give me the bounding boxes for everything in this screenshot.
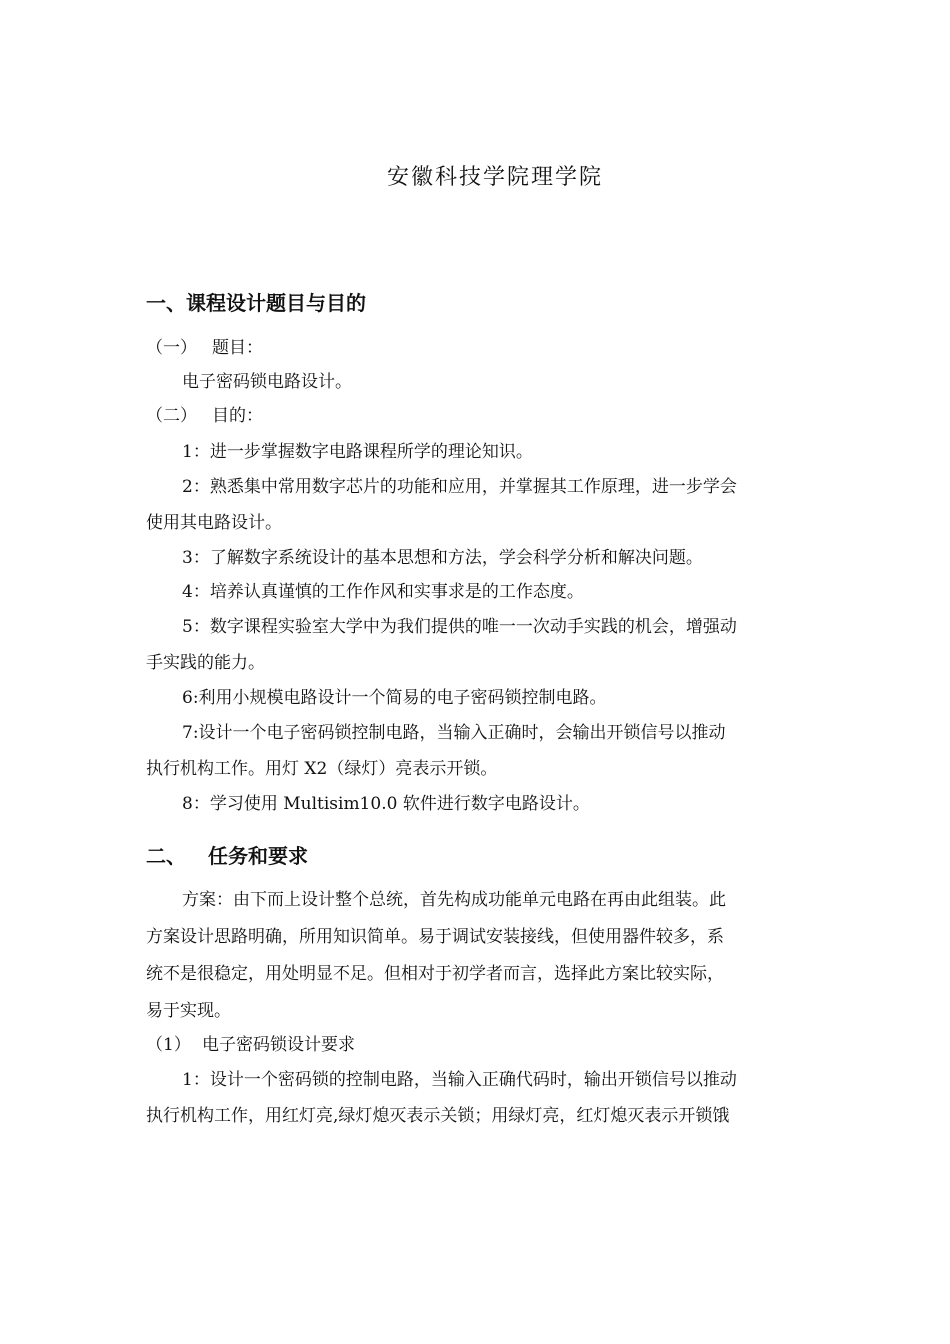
- requirements-subheading: [146, 1028, 816, 1062]
- purpose-item: 5：数字课程实验室大学中为我们提供的唯一一次动手实践的机会，增强动: [182, 617, 737, 637]
- plan-line: 方案设计思路明确，所用知识简单。易于调试安装接线，但使用器件较多，系: [146, 927, 724, 947]
- section-title: 任务和要求: [208, 844, 308, 868]
- subsection-label: （二）: [146, 406, 197, 426]
- topic-text: 电子密码锁电路设计。: [182, 372, 352, 392]
- requirement-line: 1：设计一个密码锁的控制电路，当输入正确代码时，输出开锁信号以推动: [182, 1070, 737, 1090]
- subsection-topic: [146, 331, 816, 365]
- purpose-item: 4：培养认真谨慎的工作作风和实事求是的工作态度。: [182, 582, 584, 602]
- purpose-item: 7:设计一个电子密码锁控制电路，当输入正确时，会输出开锁信号以推动: [182, 723, 726, 743]
- plan-line: 统不是很稳定，用处明显不足。但相对于初学者而言，选择此方案比较实际，: [146, 964, 724, 984]
- plan-line: 易于实现。: [146, 1001, 231, 1021]
- purpose-item: 8：学习使用 Multisim10.0 软件进行数字电路设计。: [182, 794, 590, 814]
- subsection-label: （一）: [146, 338, 197, 358]
- purpose-item: 3：了解数字系统设计的基本思想和方法，学会科学分析和解决问题。: [182, 548, 703, 568]
- purpose-item-cont: 使用其电路设计。: [146, 513, 282, 533]
- requirement-line: 执行机构工作，用红灯亮,绿灯熄灭表示关锁；用绿灯亮，红灯熄灭表示开锁饿: [146, 1106, 730, 1126]
- document-title: 安徽科技学院理学院: [386, 165, 603, 190]
- subsection-text: 电子密码锁设计要求: [202, 1035, 355, 1055]
- purpose-item: 1：进一步掌握数字电路课程所学的理论知识。: [182, 442, 533, 462]
- subsection-text: 目的：: [212, 406, 263, 426]
- section-heading-1: 一、课程设计题目与目的: [146, 291, 366, 315]
- plan-line: 方案：由下而上设计整个总统，首先构成功能单元电路在再由此组装。此: [182, 890, 726, 910]
- subsection-text: 题目：: [212, 338, 263, 358]
- purpose-item: 2：熟悉集中常用数字芯片的功能和应用，并掌握其工作原理，进一步学会: [182, 477, 737, 497]
- section-heading-2: [146, 840, 308, 869]
- purpose-item-cont: 执行机构工作。用灯 X2（绿灯）亮表示开锁。: [146, 759, 498, 779]
- purpose-item-cont: 手实践的能力。: [146, 653, 265, 673]
- section-number: 二、: [146, 844, 186, 868]
- subsection-purpose: [146, 399, 816, 433]
- purpose-item: 6:利用小规模电路设计一个简易的电子密码锁控制电路。: [182, 688, 607, 708]
- subsection-label: （1）: [146, 1035, 191, 1055]
